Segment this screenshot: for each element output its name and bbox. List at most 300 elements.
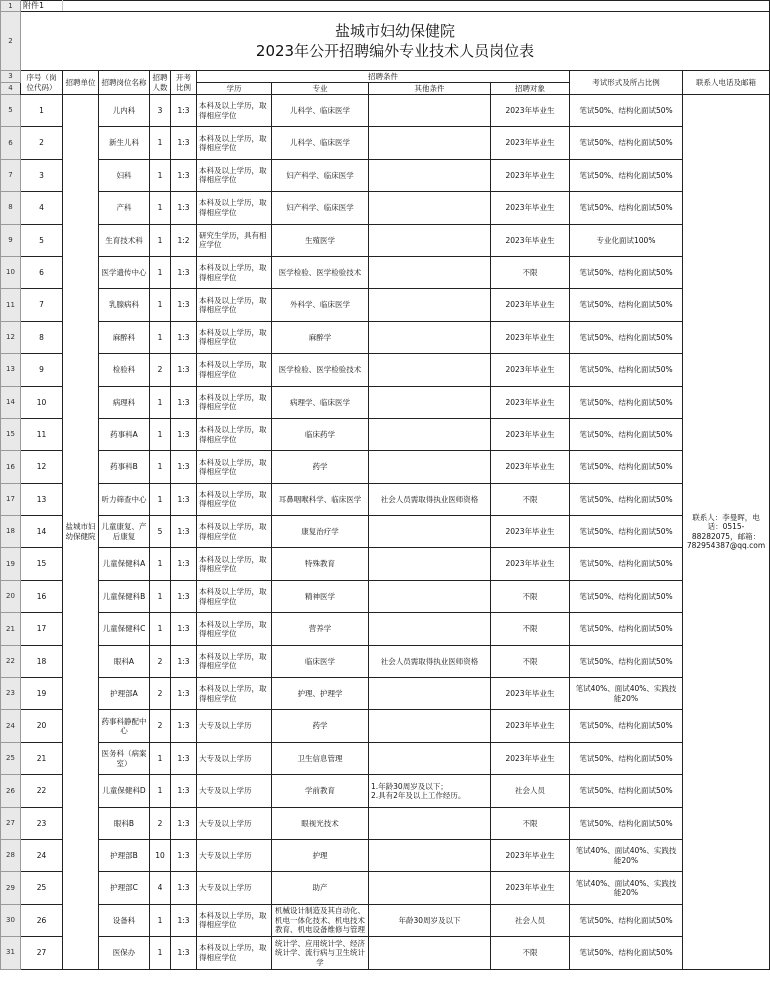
row-number[interactable]: 26: [1, 775, 21, 807]
cell-ratio: 1:3: [171, 321, 197, 353]
cell-exam: 笔试50%、结构化面试50%: [570, 710, 683, 742]
cell-major: 营养学: [272, 613, 369, 645]
cell-ratio: 1:3: [171, 775, 197, 807]
cell-target: 2023年毕业生: [491, 839, 570, 871]
cell-other: [369, 418, 491, 450]
cell-count: 1: [150, 451, 171, 483]
cell-education: 本科及以上学历，取得相应学位: [197, 613, 272, 645]
row-number[interactable]: 4: [1, 83, 21, 95]
cell-education: 本科及以上学历，取得相应学位: [197, 451, 272, 483]
row-number[interactable]: 29: [1, 872, 21, 904]
row-number[interactable]: 16: [1, 451, 21, 483]
cell-exam: 笔试50%、结构化面试50%: [570, 418, 683, 450]
cell-ratio: 1:3: [171, 159, 197, 191]
cell-seq: 27: [21, 937, 63, 969]
row-number[interactable]: 6: [1, 127, 21, 159]
cell-other: [369, 548, 491, 580]
cell-major: 麻醉学: [272, 321, 369, 353]
cell-education: 本科及以上学历，取得相应学位: [197, 418, 272, 450]
table-row: [1, 12, 770, 71]
table-row: [1, 224, 770, 256]
cell-count: 1: [150, 386, 171, 418]
row-number[interactable]: 20: [1, 580, 21, 612]
cell-major: 临床医学: [272, 645, 369, 677]
cell-count: 1: [150, 256, 171, 288]
cell-major: 护理、护理学: [272, 678, 369, 710]
cell-count: 2: [150, 807, 171, 839]
cell-ratio: 1:3: [171, 937, 197, 969]
cell-count: 1: [150, 937, 171, 969]
table-row: [1, 678, 770, 710]
cell-seq: 5: [21, 224, 63, 256]
row-number[interactable]: 14: [1, 386, 21, 418]
cell-exam: 笔试50%、结构化面试50%: [570, 645, 683, 677]
cell-target: 2023年毕业生: [491, 386, 570, 418]
cell-seq: 3: [21, 159, 63, 191]
table-row: [1, 937, 770, 969]
cell-exam: 笔试50%、结构化面试50%: [570, 483, 683, 515]
header-conditions: 招聘条件: [197, 71, 570, 83]
cell-exam: 笔试50%、结构化面试50%: [570, 516, 683, 548]
table-row: [1, 839, 770, 871]
cell-education: 本科及以上学历，取得相应学位: [197, 192, 272, 224]
cell-ratio: 1:3: [171, 872, 197, 904]
cell-other: [369, 127, 491, 159]
cell-count: 1: [150, 127, 171, 159]
table-row: [1, 807, 770, 839]
cell-seq: 26: [21, 904, 63, 936]
header-unit: 招聘单位: [63, 71, 99, 95]
cell-major: 卫生信息管理: [272, 742, 369, 774]
row-number[interactable]: 13: [1, 354, 21, 386]
cell-other: 社会人员需取得执业医师资格: [369, 645, 491, 677]
cell-post: 儿童保健科B: [99, 580, 150, 612]
cell-seq: 25: [21, 872, 63, 904]
row-number[interactable]: 17: [1, 483, 21, 515]
table-row: [1, 127, 770, 159]
cell-seq: 10: [21, 386, 63, 418]
cell-ratio: 1:3: [171, 904, 197, 936]
cell-post: 产科: [99, 192, 150, 224]
cell-count: 1: [150, 613, 171, 645]
cell-post: 设备科: [99, 904, 150, 936]
cell-exam: 笔试50%、结构化面试50%: [570, 289, 683, 321]
cell-exam: 笔试40%、面试40%、实践技能20%: [570, 872, 683, 904]
cell-exam: 笔试50%、结构化面试50%: [570, 775, 683, 807]
cell-education: 大专及以上学历: [197, 807, 272, 839]
cell-education: 大专及以上学历: [197, 742, 272, 774]
cell-other: 年龄30周岁及以下: [369, 904, 491, 936]
cell-major: 护理: [272, 839, 369, 871]
cell-post: 生育技术科: [99, 224, 150, 256]
cell-post: 医务科（病案室）: [99, 742, 150, 774]
bottom-edge: [0, 995, 770, 1000]
row-number[interactable]: 9: [1, 224, 21, 256]
cell-count: 1: [150, 548, 171, 580]
cell-other: [369, 192, 491, 224]
cell-seq: 13: [21, 483, 63, 515]
row-number[interactable]: 18: [1, 516, 21, 548]
title-line-2: 2023年公开招聘编外专业技术人员岗位表: [255, 42, 535, 60]
table-row: [1, 483, 770, 515]
cell-exam: 笔试50%、结构化面试50%: [570, 580, 683, 612]
cell-other: [369, 354, 491, 386]
cell-count: 10: [150, 839, 171, 871]
row-number[interactable]: 12: [1, 321, 21, 353]
cell-exam: 笔试50%、结构化面试50%: [570, 256, 683, 288]
cell-other: [369, 742, 491, 774]
cell-ratio: 1:3: [171, 418, 197, 450]
cell-ratio: 1:3: [171, 354, 197, 386]
cell-post: 妇科: [99, 159, 150, 191]
cell-other: [369, 256, 491, 288]
cell-count: 4: [150, 872, 171, 904]
header-education: 学历: [197, 83, 272, 95]
cell-post: 麻醉科: [99, 321, 150, 353]
cell-ratio: 1:3: [171, 645, 197, 677]
table-row: [1, 418, 770, 450]
cell-seq: 9: [21, 354, 63, 386]
row-number[interactable]: 23: [1, 678, 21, 710]
cell-exam: 笔试40%、面试40%、实践技能20%: [570, 839, 683, 871]
cell-target: 2023年毕业生: [491, 418, 570, 450]
cell-education: 本科及以上学历，取得相应学位: [197, 354, 272, 386]
cell-count: 1: [150, 742, 171, 774]
row-number[interactable]: 2: [1, 12, 21, 71]
cell-major: 儿科学、临床医学: [272, 127, 369, 159]
header-other: 其他条件: [369, 83, 491, 95]
cell-post: 乳腺病科: [99, 289, 150, 321]
title-line-1: 盐城市妇幼保健院: [334, 21, 455, 40]
cell-ratio: 1:3: [171, 127, 197, 159]
table-row: [1, 872, 770, 904]
cell-exam: 笔试50%、结构化面试50%: [570, 937, 683, 969]
cell-other: [369, 224, 491, 256]
cell-seq: 6: [21, 256, 63, 288]
cell-exam: 笔试50%、结构化面试50%: [570, 451, 683, 483]
cell-contact: 联系人：李曼晖，电话：0515-88282075，邮箱：782954387@qq.com: [683, 95, 770, 970]
cell-education: 本科及以上学历，取得相应学位: [197, 645, 272, 677]
table-row: [1, 710, 770, 742]
cell-ratio: 1:3: [171, 451, 197, 483]
cell-post: 儿童保健科D: [99, 775, 150, 807]
cell-major: 耳鼻咽喉科学、临床医学: [272, 483, 369, 515]
cell-seq: 17: [21, 613, 63, 645]
cell-ratio: 1:3: [171, 95, 197, 127]
cell-target: 2023年毕业生: [491, 159, 570, 191]
header-ratio: 开考比例: [171, 71, 197, 95]
row-number[interactable]: 7: [1, 159, 21, 191]
page-title: [21, 12, 770, 71]
cell-ratio: 1:3: [171, 839, 197, 871]
cell-post: 听力筛查中心: [99, 483, 150, 515]
table-row: [1, 354, 770, 386]
row-number[interactable]: 24: [1, 710, 21, 742]
cell-count: 1: [150, 580, 171, 612]
cell-education: 大专及以上学历: [197, 710, 272, 742]
table-row: [1, 256, 770, 288]
cell-target: 2023年毕业生: [491, 872, 570, 904]
table-row: [1, 548, 770, 580]
cell-major: 妇产科学、临床医学: [272, 159, 369, 191]
cell-major: 儿科学、临床医学: [272, 95, 369, 127]
cell-target: 不限: [491, 256, 570, 288]
cell-target: 不限: [491, 807, 570, 839]
cell-exam: 笔试50%、结构化面试50%: [570, 321, 683, 353]
header-target: 招聘对象: [491, 83, 570, 95]
cell-major: 眼视光技术: [272, 807, 369, 839]
cell-major: 康复治疗学: [272, 516, 369, 548]
header-major: 专业: [272, 83, 369, 95]
table-row: [1, 159, 770, 191]
cell-other: [369, 839, 491, 871]
cell-major: 外科学、临床医学: [272, 289, 369, 321]
cell-exam: 笔试50%、结构化面试50%: [570, 95, 683, 127]
cell-post: 眼科B: [99, 807, 150, 839]
row-number[interactable]: 31: [1, 937, 21, 969]
cell-post: 新生儿科: [99, 127, 150, 159]
row-number[interactable]: 25: [1, 742, 21, 774]
cell-exam: 笔试50%、结构化面试50%: [570, 354, 683, 386]
cell-seq: 23: [21, 807, 63, 839]
cell-major: 病理学、临床医学: [272, 386, 369, 418]
cell-ratio: 1:3: [171, 580, 197, 612]
cell-ratio: 1:3: [171, 386, 197, 418]
cell-seq: 24: [21, 839, 63, 871]
cell-target: 2023年毕业生: [491, 548, 570, 580]
cell-seq: 20: [21, 710, 63, 742]
cell-post: 药事科静配中心: [99, 710, 150, 742]
cell-post: 药事科B: [99, 451, 150, 483]
cell-seq: 8: [21, 321, 63, 353]
cell-education: 本科及以上学历，取得相应学位: [197, 289, 272, 321]
table-row: [1, 386, 770, 418]
table-row: [1, 645, 770, 677]
row-number[interactable]: 1: [1, 1, 21, 12]
cell-other: [369, 289, 491, 321]
cell-other: [369, 580, 491, 612]
cell-ratio: 1:3: [171, 742, 197, 774]
cell-post: 眼科A: [99, 645, 150, 677]
table-row: [1, 451, 770, 483]
cell-education: 大专及以上学历: [197, 839, 272, 871]
header-exam: 考试形式及所占比例: [570, 71, 683, 95]
cell-other: [369, 613, 491, 645]
cell-ratio: 1:3: [171, 613, 197, 645]
cell-seq: 11: [21, 418, 63, 450]
cell-other: [369, 710, 491, 742]
cell-major: 医学检验、医学检验技术: [272, 354, 369, 386]
row-number[interactable]: 15: [1, 418, 21, 450]
cell-ratio: 1:3: [171, 256, 197, 288]
cell-ratio: 1:3: [171, 807, 197, 839]
cell-target: 不限: [491, 937, 570, 969]
cell-education: 本科及以上学历，取得相应学位: [197, 321, 272, 353]
cell-exam: 笔试50%、结构化面试50%: [570, 742, 683, 774]
cell-ratio: 1:3: [171, 678, 197, 710]
cell-education: 本科及以上学历，取得相应学位: [197, 127, 272, 159]
cell-other: 社会人员需取得执业医师资格: [369, 483, 491, 515]
cell-post: 护理部B: [99, 839, 150, 871]
cell-seq: 14: [21, 516, 63, 548]
cell-exam: 笔试50%、结构化面试50%: [570, 159, 683, 191]
cell-ratio: 1:3: [171, 548, 197, 580]
cell-target: 2023年毕业生: [491, 127, 570, 159]
cell-seq: 1: [21, 95, 63, 127]
cell-major: 机械设计制造及其自动化、机电一体化技术、机电技术教育、机电设备维修与管理: [272, 904, 369, 936]
cell-seq: 16: [21, 580, 63, 612]
cell-exam: 笔试50%、结构化面试50%: [570, 127, 683, 159]
header-count: 招聘人数: [150, 71, 171, 95]
cell-target: 2023年毕业生: [491, 321, 570, 353]
blank-cell: [63, 1, 770, 12]
cell-major: 医学检验、医学检验技术: [272, 256, 369, 288]
cell-target: 不限: [491, 613, 570, 645]
row-number[interactable]: 30: [1, 904, 21, 936]
row-number[interactable]: 11: [1, 289, 21, 321]
cell-major: 妇产科学、临床医学: [272, 192, 369, 224]
row-number[interactable]: 8: [1, 192, 21, 224]
cell-count: 1: [150, 418, 171, 450]
table-row: [1, 516, 770, 548]
cell-seq: 7: [21, 289, 63, 321]
cell-target: 2023年毕业生: [491, 354, 570, 386]
cell-major: 学前教育: [272, 775, 369, 807]
cell-post: 病理科: [99, 386, 150, 418]
cell-count: 1: [150, 289, 171, 321]
cell-major: 精神医学: [272, 580, 369, 612]
cell-post: 医学遗传中心: [99, 256, 150, 288]
cell-other: [369, 807, 491, 839]
table-row: [1, 775, 770, 807]
cell-education: 本科及以上学历，取得相应学位: [197, 516, 272, 548]
cell-target: 2023年毕业生: [491, 516, 570, 548]
cell-target: 2023年毕业生: [491, 451, 570, 483]
table-row: [1, 289, 770, 321]
table-row: [1, 613, 770, 645]
cell-major: 特殊教育: [272, 548, 369, 580]
cell-target: 社会人员: [491, 904, 570, 936]
cell-count: 1: [150, 904, 171, 936]
cell-exam: 笔试50%、结构化面试50%: [570, 807, 683, 839]
cell-major: 统计学、应用统计学、经济统计学、流行病与卫生统计学: [272, 937, 369, 969]
cell-target: 2023年毕业生: [491, 710, 570, 742]
cell-post: 药事科A: [99, 418, 150, 450]
cell-count: 1: [150, 159, 171, 191]
cell-other: [369, 451, 491, 483]
cell-count: 1: [150, 192, 171, 224]
header-seq: 序号（岗位代码）: [21, 71, 63, 95]
cell-exam: 笔试50%、结构化面试50%: [570, 904, 683, 936]
row-number[interactable]: 10: [1, 256, 21, 288]
row-number[interactable]: 28: [1, 839, 21, 871]
cell-other: [369, 678, 491, 710]
cell-education: 本科及以上学历，取得相应学位: [197, 580, 272, 612]
cell-post: 医保办: [99, 937, 150, 969]
cell-exam: 笔试50%、结构化面试50%: [570, 548, 683, 580]
cell-education: 本科及以上学历，取得相应学位: [197, 386, 272, 418]
cell-major: 临床药学: [272, 418, 369, 450]
row-number[interactable]: 5: [1, 95, 21, 127]
cell-ratio: 1:3: [171, 192, 197, 224]
cell-post: 护理部A: [99, 678, 150, 710]
header-row: [1, 71, 770, 83]
cell-other: [369, 95, 491, 127]
cell-exam: 笔试40%、面试40%、实践技能20%: [570, 678, 683, 710]
cell-other: [369, 516, 491, 548]
cell-target: 不限: [491, 645, 570, 677]
cell-target: 社会人员: [491, 775, 570, 807]
cell-post: 检验科: [99, 354, 150, 386]
cell-count: 5: [150, 516, 171, 548]
cell-major: 药学: [272, 710, 369, 742]
cell-post: 护理部C: [99, 872, 150, 904]
cell-other: 1.年龄30周岁及以下； 2.具有2年及以上工作经历。: [369, 775, 491, 807]
cell-other: [369, 937, 491, 969]
cell-count: 1: [150, 224, 171, 256]
cell-exam: 笔试50%、结构化面试50%: [570, 386, 683, 418]
row-number[interactable]: 3: [1, 71, 21, 83]
cell-target: 2023年毕业生: [491, 192, 570, 224]
cell-ratio: 1:3: [171, 710, 197, 742]
cell-education: 大专及以上学历: [197, 775, 272, 807]
cell-seq: 18: [21, 645, 63, 677]
cell-exam: 专业化面试100%: [570, 224, 683, 256]
row-number[interactable]: 19: [1, 548, 21, 580]
header-post: 招聘岗位名称: [99, 71, 150, 95]
cell-seq: 4: [21, 192, 63, 224]
row-number[interactable]: 22: [1, 645, 21, 677]
cell-count: 2: [150, 678, 171, 710]
header-contact: 联系人电话及邮箱: [683, 71, 770, 95]
table-row: [1, 321, 770, 353]
cell-seq: 15: [21, 548, 63, 580]
table-row: [1, 1, 770, 12]
attachment-label: 附件1: [21, 1, 63, 12]
cell-education: 本科及以上学历，取得相应学位: [197, 95, 272, 127]
cell-seq: 21: [21, 742, 63, 774]
cell-target: 2023年毕业生: [491, 224, 570, 256]
cell-count: 2: [150, 710, 171, 742]
cell-education: 本科及以上学历，取得相应学位: [197, 937, 272, 969]
table-row: [1, 192, 770, 224]
cell-target: 不限: [491, 483, 570, 515]
cell-post: 儿童保健科C: [99, 613, 150, 645]
cell-other: [369, 872, 491, 904]
cell-major: 药学: [272, 451, 369, 483]
cell-post: 儿内科: [99, 95, 150, 127]
cell-education: 大专及以上学历: [197, 872, 272, 904]
cell-count: 2: [150, 354, 171, 386]
row-number[interactable]: 21: [1, 613, 21, 645]
cell-target: 2023年毕业生: [491, 95, 570, 127]
cell-education: 本科及以上学历，取得相应学位: [197, 678, 272, 710]
cell-exam: 笔试50%、结构化面试50%: [570, 613, 683, 645]
row-number[interactable]: 27: [1, 807, 21, 839]
cell-major: 生殖医学: [272, 224, 369, 256]
cell-major: 助产: [272, 872, 369, 904]
cell-post: 儿童康复、产后康复: [99, 516, 150, 548]
table-row: [1, 580, 770, 612]
cell-target: 2023年毕业生: [491, 289, 570, 321]
cell-target: 2023年毕业生: [491, 678, 570, 710]
cell-ratio: 1:3: [171, 483, 197, 515]
table-row: [1, 904, 770, 936]
table-row: [1, 95, 770, 127]
cell-other: [369, 386, 491, 418]
cell-education: 本科及以上学历，取得相应学位: [197, 904, 272, 936]
cell-ratio: 1:2: [171, 224, 197, 256]
